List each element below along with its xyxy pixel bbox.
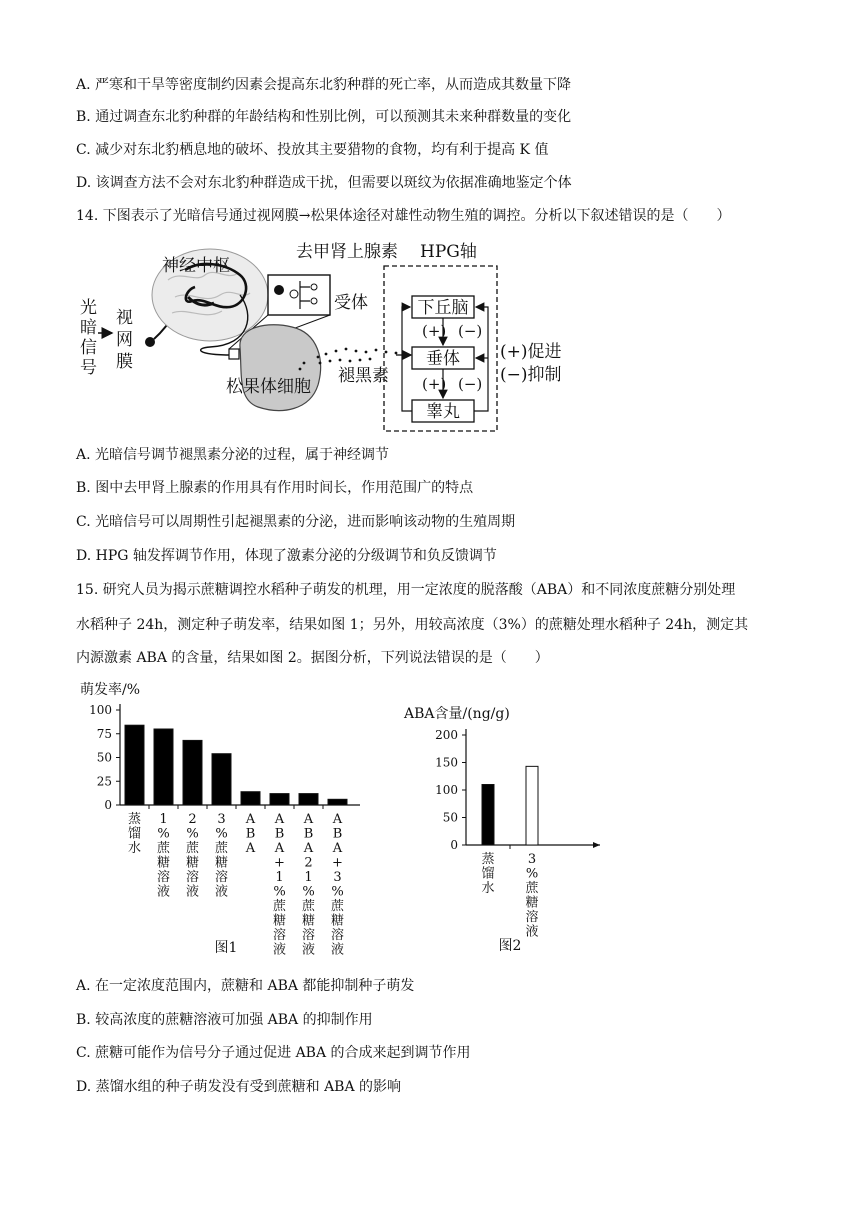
x-tick-label: 溶: [330, 928, 345, 943]
x-tick-label: 糖: [272, 913, 287, 929]
x-tick-label: 3: [527, 852, 537, 867]
x-tick-label: 溶: [156, 870, 171, 885]
x-tick-label: A: [303, 812, 314, 827]
melatonin-label: 褪黑素: [338, 366, 389, 386]
x-tick-label: 糖: [214, 855, 229, 871]
hypothalamus-label: 下丘脑: [417, 298, 469, 318]
bar: [328, 799, 347, 805]
bar: [526, 766, 538, 845]
svg-text:网: 网: [116, 330, 133, 350]
center-label: 神经中枢: [162, 256, 230, 276]
x-tick-label: A: [274, 841, 285, 856]
brain-icon: [152, 249, 268, 341]
synapse-box: [229, 349, 239, 359]
q14-diagram: [0, 235, 860, 435]
x-tick-label: 液: [330, 942, 345, 958]
x-tick-label: 液: [301, 942, 316, 958]
x-tick-label: 2: [304, 855, 313, 871]
x-tick-label: 液: [185, 884, 200, 900]
pineal-label: 松果体细胞: [226, 377, 311, 397]
x-tick-label: 1: [159, 812, 168, 827]
y-tick-label: 0: [104, 798, 112, 812]
x-tick-label: 水: [127, 841, 142, 856]
x-tick-label: %: [302, 884, 315, 900]
x-tick-label: 蔗: [156, 841, 171, 856]
x-tick-label: B: [245, 826, 256, 842]
pineal-cell: [240, 325, 321, 411]
q13-option-b: B. 通过调查东北豹种群的年龄结构和性别比例，可以预测其未来种群数量的变化: [76, 109, 572, 125]
x-tick-label: 液: [525, 924, 539, 940]
svg-text:膜: 膜: [116, 352, 133, 372]
x-tick-label: 蔗: [185, 841, 200, 856]
q13-option-c: C. 减少对东北豹栖息地的破坏、投放其主要猎物的食物，均有利于提高 K 值: [76, 142, 549, 158]
y-tick-label: 0: [450, 838, 458, 852]
bar: [183, 740, 202, 805]
x-tick-label: A: [274, 812, 285, 827]
x-tick-label: B: [303, 826, 314, 842]
y-tick-label: 200: [435, 728, 458, 742]
vesicle-icon: [274, 285, 284, 295]
fig2-ylabel: ABA含量/(ng/g): [404, 706, 510, 722]
x-tick-label: +: [274, 855, 285, 871]
x-tick-label: 糖: [301, 913, 316, 929]
pituitary-label: 垂体: [426, 349, 460, 369]
x-tick-label: 液: [214, 884, 229, 900]
svg-text:号: 号: [80, 358, 97, 378]
y-tick-label: 50: [442, 810, 458, 825]
y-tick-label: 25: [96, 774, 112, 789]
x-tick-label: 糖: [330, 913, 345, 929]
x-tick-label: 溶: [214, 870, 229, 885]
q14-option-b: B. 图中去甲肾上腺素的作用具有作用时间长，作用范围广的特点: [76, 480, 474, 496]
q15-option-a: A. 在一定浓度范围内，蔗糖和 ABA 都能抑制种子萌发: [76, 978, 415, 994]
svg-text:暗: 暗: [80, 318, 97, 338]
y-tick-label: 150: [435, 755, 458, 770]
left-feedback-path: [402, 307, 412, 411]
q14-option-d: D. HPG 轴发挥调节作用，体现了激素分泌的分级调节和负反馈调节: [76, 548, 497, 564]
x-tick-label: 溶: [272, 928, 287, 943]
q15-stem-line2: 水稻种子 24h，测定种子萌发率，结果如图 1；另外，用较高浓度（3%）的蔗糖处理水稻种子 24h，测定其: [76, 617, 749, 633]
fig1-title: 图1: [214, 940, 238, 956]
bar: [299, 794, 318, 805]
plus-label-2: (+): [422, 375, 447, 393]
q15-option-d: D. 蒸馏水组的种子萌发没有受到蔗糖和 ABA 的影响: [76, 1079, 402, 1095]
bar: [270, 794, 289, 805]
x-axis-arrow: [593, 842, 600, 848]
signal-label: [80, 298, 97, 378]
figure-1-chart: [76, 680, 376, 960]
x-tick-label: 蒸: [481, 852, 495, 867]
hpg-axis-title: HPG轴: [420, 242, 477, 262]
q15-stem-line3: 内源激素 ABA 的含量，结果如图 2。据图分析，下列说法错误的是（ ）: [76, 650, 549, 666]
svg-text:光: 光: [80, 298, 97, 318]
x-tick-label: %: [186, 826, 199, 842]
x-tick-label: 水: [481, 881, 495, 896]
x-tick-label: 蔗: [301, 899, 316, 914]
plus-label-1: (+): [422, 322, 447, 340]
minus-label-1: (−): [458, 322, 483, 340]
x-tick-label: 溶: [185, 870, 200, 885]
y-tick-label: 100: [89, 703, 112, 717]
x-tick-label: 3: [333, 870, 342, 885]
x-tick-label: %: [331, 884, 344, 900]
fig2-title: 图2: [498, 938, 522, 954]
y-tick-label: 100: [435, 783, 458, 797]
x-tick-label: B: [274, 826, 285, 842]
bar: [125, 725, 144, 805]
svg-text:信: 信: [80, 338, 97, 358]
q14-option-c: C. 光暗信号可以周期性引起褪黑素的分泌，进而影响该动物的生殖周期: [76, 514, 516, 530]
minus-label-2: (−): [458, 375, 483, 393]
svg-text:视: 视: [116, 308, 133, 328]
x-tick-label: %: [157, 826, 170, 842]
x-tick-label: A: [245, 841, 256, 856]
x-tick-label: 1: [304, 870, 313, 885]
x-tick-label: B: [332, 826, 343, 842]
x-tick-label: 蔗: [272, 899, 287, 914]
legend-inhibit: (−)抑制: [500, 365, 562, 385]
x-tick-label: 蒸: [127, 812, 142, 827]
x-tick-label: +: [332, 855, 343, 871]
x-tick-label: 蔗: [330, 899, 345, 914]
q14-option-a: A. 光暗信号调节褪黑素分泌的过程，属于神经调节: [76, 447, 390, 463]
x-tick-label: 馏: [481, 866, 495, 882]
x-tick-label: 糖: [185, 855, 200, 871]
q15-option-c: C. 蔗糖可能作为信号分子通过促进 ABA 的合成来起到调节作用: [76, 1045, 471, 1061]
eye-icon: [145, 337, 155, 347]
bar: [482, 785, 494, 846]
x-tick-label: 糖: [156, 855, 171, 871]
x-tick-label: 溶: [525, 910, 539, 925]
x-tick-label: A: [303, 841, 314, 856]
x-tick-label: %: [215, 826, 228, 842]
legend-promote: (+)促进: [500, 342, 562, 362]
q13-option-a: A. 严寒和干旱等密度制约因素会提高东北豹种群的死亡率，从而造成其数量下降: [76, 77, 572, 93]
testis-label: 睾丸: [426, 402, 460, 422]
q14-stem: 14. 下图表示了光暗信号通过视网膜→松果体途径对雄性动物生殖的调控。分析以下叙述错误的是（ ）: [76, 208, 731, 224]
bar: [212, 754, 231, 805]
x-tick-label: 液: [272, 942, 287, 958]
bar: [154, 729, 173, 805]
y-tick-label: 50: [96, 750, 112, 765]
x-tick-label: A: [245, 812, 256, 827]
x-tick-label: 溶: [301, 928, 316, 943]
x-tick-label: 1: [275, 870, 284, 885]
q15-option-b: B. 较高浓度的蔗糖溶液可加强 ABA 的抑制作用: [76, 1012, 373, 1028]
receptor-box: [268, 275, 330, 315]
x-tick-label: 液: [156, 884, 171, 900]
x-tick-label: %: [525, 866, 539, 882]
ne-label: 去甲肾上腺素: [296, 242, 398, 262]
bar: [241, 792, 260, 805]
x-tick-label: 蔗: [525, 881, 539, 896]
fig1-ylabel: 萌发率/%: [80, 682, 141, 698]
figure-2-chart: [400, 700, 620, 960]
x-tick-label: 馏: [127, 826, 142, 842]
x-tick-label: 糖: [525, 895, 539, 911]
q13-option-d: D. 该调查方法不会对东北豹种群造成干扰，但需要以斑纹为依据准确地鉴定个体: [76, 175, 572, 191]
x-tick-label: A: [332, 812, 343, 827]
y-tick-label: 75: [96, 726, 112, 741]
x-tick-label: A: [332, 841, 343, 856]
x-tick-label: 2: [188, 812, 197, 827]
q15-stem-line1: 15. 研究人员为揭示蔗糖调控水稻种子萌发的机理，用一定浓度的脱落酸（ABA）和不同浓度蔗糖分别处理: [76, 582, 736, 598]
x-tick-label: %: [273, 884, 286, 900]
retina-label: [116, 308, 133, 372]
x-tick-label: 3: [217, 812, 226, 827]
receptor-label: 受体: [334, 293, 368, 313]
x-tick-label: 蔗: [214, 841, 229, 856]
